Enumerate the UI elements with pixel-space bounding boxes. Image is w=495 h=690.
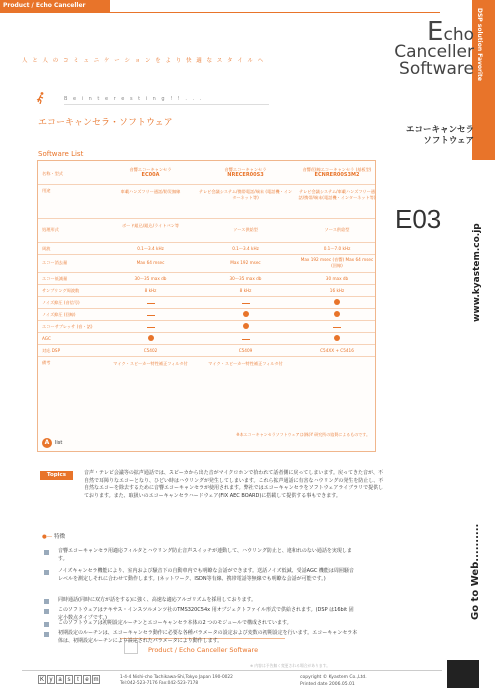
feature-text: このソフトウェアは初期設定ルーチンとエコーキャンセラ本体の2 つのモジュールで構成されています。 — [58, 620, 292, 626]
none-mark — [147, 315, 155, 316]
feature-item — [44, 568, 374, 592]
arrow-icon: ●— — [42, 534, 53, 540]
table-row — [38, 273, 375, 285]
logo-letter: m — [93, 677, 99, 683]
list-badge-icon: A — [42, 438, 52, 448]
none-mark — [333, 327, 341, 328]
supported-dot-icon — [148, 335, 154, 341]
list-label: list — [55, 440, 63, 446]
none-mark — [147, 303, 155, 304]
table-cell: ボード組込/組込/ライトバン等 — [121, 223, 180, 228]
feature-text: このソフトウェアはテキサス・インスツルメンツ社のTMS320C54x 用オブジェクトファイル形式で供給されます。(DSP は16bit 固定小数点タイプです。) — [58, 607, 354, 621]
header-label: Product / Echo Canceller Software — [3, 2, 86, 21]
table-cell — [108, 335, 193, 343]
table-row — [38, 255, 375, 273]
row-label: 備考 — [42, 360, 51, 365]
bullet-square-icon — [44, 632, 49, 637]
table-row — [38, 285, 375, 297]
side-title-line1: エコーキャンセラ — [405, 125, 474, 135]
table-row — [38, 321, 375, 333]
table-cell: Max 192 msec — [230, 260, 261, 265]
table-cell: 車載ハンズフリー通話/防災無線 — [120, 189, 181, 194]
copyright-text: copyright © Kyastem Co.,Ltd. — [300, 675, 367, 680]
none-mark — [147, 327, 155, 328]
side-label: DSP solution Favorite — [476, 8, 483, 81]
none-mark — [242, 303, 250, 304]
table-row — [38, 243, 375, 255]
website-url[interactable]: www.kyastem.co.jp — [472, 223, 482, 322]
copyright-block — [300, 675, 367, 688]
table-row — [38, 219, 375, 243]
logo-letter: a — [56, 675, 64, 684]
feature-item — [44, 597, 374, 606]
footer-note: ※ 内容は予告無く変更される場合があります。 — [250, 663, 331, 668]
features-heading — [42, 532, 65, 540]
row-label: 周波 — [42, 246, 51, 251]
feature-item — [44, 620, 374, 628]
feature-item — [44, 548, 374, 564]
feature-text: ノイズキャンセラ機能により、室内および騒音下の自動車内でも明瞭な会話ができます。送話ノイズ低減、受話AGC 機能は周囲騒音レベルを測定しそれに合わせて動作します。(ネットワーク、ISDN等有線、携帯電話等無線でも明瞭な会話が可能です。) — [58, 568, 354, 582]
table-row — [38, 345, 375, 357]
logo-letter: y — [47, 675, 55, 684]
bullet-square-icon — [44, 622, 49, 627]
table-cell: Max 192 msec (音響) Max 64 msec (回線) — [300, 257, 374, 268]
supported-dot-icon — [243, 311, 249, 317]
footer-strip-label: Product / Echo Canceller Software — [148, 646, 259, 654]
logo-letter: K — [39, 677, 44, 683]
title-cap: E — [427, 17, 444, 47]
phone-line: Tel:042-523-7176 Fax:042-523-7178 — [120, 681, 199, 686]
row-label: エコー低減量 — [42, 276, 68, 281]
table-cell — [298, 335, 376, 343]
row-label: エコー消去量 — [42, 260, 68, 265]
table-cell — [108, 312, 193, 318]
table-cell: 30〜35 max db — [134, 276, 167, 281]
table-cell — [108, 324, 193, 330]
kyastem-logo — [38, 675, 101, 684]
supported-dot-icon — [334, 335, 340, 341]
supported-dot-icon — [243, 323, 249, 329]
title-line3: Software — [399, 59, 474, 79]
table-cell — [108, 300, 193, 306]
logo-letter: e — [83, 675, 91, 684]
feature-text: 初期設定のルーチンは、エコーキャンセラ動作に必要な各種パラメータの設定および変数の初期設定を行います。エコーキャンセラ本体は、初期設定ルーチンにより設定されたパラメータにより動作します。 — [58, 630, 358, 644]
table-row — [38, 297, 375, 309]
table-row — [38, 333, 375, 345]
table-cell: 0.1〜3.4 kHz — [137, 246, 164, 251]
header-cell-name: 名称・型式 — [42, 171, 63, 176]
product-title — [390, 17, 474, 79]
table-cell: テレビ会議システム/携帯電話/端末 (電話機・インターネット等) — [198, 189, 293, 200]
bullet-square-icon — [44, 570, 49, 575]
tagline: 人 と 人 の コ ミ ュ ニ ケ ー シ ョ ン を よ り 快 適 な ス タ イ ル へ — [22, 58, 265, 64]
feature-item — [44, 630, 374, 646]
column-header: 音響エコーキャンセラ EC00A — [129, 167, 172, 178]
table-row — [38, 357, 375, 379]
supported-dot-icon — [334, 311, 340, 317]
table-cell: C5409 — [238, 348, 253, 353]
table-cell: 30〜35 max db — [229, 276, 262, 281]
features-heading-label: 特徴 — [54, 534, 66, 540]
title-line2: Canceller — [394, 42, 474, 62]
header-rule — [0, 12, 440, 13]
column-header: 音響/回線エコーキャンセラ (基板型) ECNRER00S3M2 — [302, 167, 372, 178]
title-line1: cho — [443, 25, 474, 45]
table-cell: C5402 — [143, 348, 158, 353]
row-label: サンプリング周波数 — [42, 288, 80, 293]
supported-dot-icon — [334, 299, 340, 305]
product-code: E03 — [395, 204, 442, 234]
side-band — [472, 0, 495, 160]
table-header-row — [38, 161, 375, 185]
bottom-rule — [22, 670, 442, 671]
table-cell: テレビ会議システム/車載ハンズフリー通話/携帯/端末(電話機・インターネット等) — [298, 189, 376, 200]
topics-badge: Topics — [40, 471, 73, 480]
row-label: エコーサプレッサ (音・話) — [42, 324, 93, 329]
row-label: 用途 — [42, 188, 51, 193]
row-label: 処理形式 — [42, 227, 59, 232]
address-line: 1-4-4 Nishi-cho Tachikawa-Shi,Tokyo Japan 190-0022 — [120, 675, 233, 680]
row-label: ノイズ抑圧 (音信号) — [42, 300, 80, 305]
company-address — [120, 675, 233, 687]
row-label: 対応 DSP — [42, 348, 61, 353]
table-cell — [198, 300, 293, 306]
column-header: 音響エコーキャンセラ NRECER00S3 — [224, 167, 267, 178]
table-cell: 8 kHz — [144, 288, 157, 293]
side-title — [398, 125, 474, 147]
table-cell: 0.1〜3.4 kHz — [232, 246, 259, 251]
bullet-square-icon — [44, 599, 49, 604]
row-label: AGC — [42, 336, 51, 341]
interest-caption: B e i n t e r e s t i n g ! ! . . . — [64, 96, 204, 102]
feature-text: 同時通話(同時に双方が話をする)に強く、高速な適応アルゴリズムを採用しております。 — [58, 597, 257, 603]
interest-rule — [64, 104, 269, 105]
table-cell: Max 64 msec — [136, 260, 165, 265]
table-cell: ソース供給型 — [324, 227, 350, 232]
topics-body: 音声・テレビ会議等の拡声通話では、スピーカから出た音がマイクロホンで拾われて話者側に戻ってしまいます。戻ってきた音が、不自然で耳障りなエコーとなり、ひどい時はハウリングが発生してしまいます。これら拡声通話に有害なハウリングの発生を防止し、不自然なエコーを除去するために音響エコーキャンセラが使用されます。弊社ではエコーキャンセラをソフトウェアライブラリで提供しております。また、取扱いのエコーキャンセラハードウェア(FIX AEC BOARD)に搭載して提供する事もできます。 — [84, 470, 384, 499]
go-to-web-link[interactable]: Go to Web.......... — [470, 523, 481, 620]
row-label: ノイズ抑圧 (回線) — [42, 312, 76, 317]
none-mark — [242, 339, 250, 340]
table-cell — [298, 311, 376, 319]
bullet-square-icon — [44, 609, 49, 614]
table-cell: ソース供給型 — [233, 227, 258, 232]
section-title: エコーキャンセラ・ソフトウェア — [38, 118, 173, 128]
table-cell: マイク・スピーカー特性補正フィルタ付 — [113, 361, 188, 366]
printed-date: Printed date 2006.05.01 — [300, 681, 355, 687]
table-footnote: ※本エコーキャンセラソフトウェアは(株)Y 研究所の協賛によるものです。 — [236, 432, 370, 437]
table-row — [38, 309, 375, 321]
feature-text: 音響エコーキャンセラ用適応フィルタとハウリング防止音声スイッチが連動して、ハウリング防止と、違和れのない通話を実現します。 — [58, 548, 352, 562]
table-cell — [198, 323, 293, 331]
bullet-square-icon — [44, 550, 49, 555]
table-row — [38, 185, 375, 219]
table-cell — [298, 324, 376, 330]
brand-badge-icon — [447, 660, 479, 688]
table-cell — [298, 299, 376, 307]
table-cell: 8 kHz — [239, 288, 252, 293]
table-cell: C54XX + C5416 — [320, 348, 354, 353]
software-table — [37, 160, 376, 452]
table-cell: 16 kHz — [329, 288, 345, 293]
table-cell — [198, 311, 293, 319]
table-cell: 30 max db — [325, 276, 349, 281]
product-header-bar — [0, 0, 110, 21]
table-cell: 0.1〜7.0 kHz — [323, 246, 351, 251]
logo-letter: t — [74, 675, 82, 684]
table-cell: マイク・スピーカー特性補正フィルタ付 — [208, 361, 283, 366]
logo-letter: s — [65, 675, 73, 684]
side-title-line2: ソフトウェア — [423, 136, 474, 146]
software-list-label: Software List — [38, 150, 84, 158]
exit-runner-icon — [36, 92, 46, 104]
table-cell — [198, 336, 293, 342]
